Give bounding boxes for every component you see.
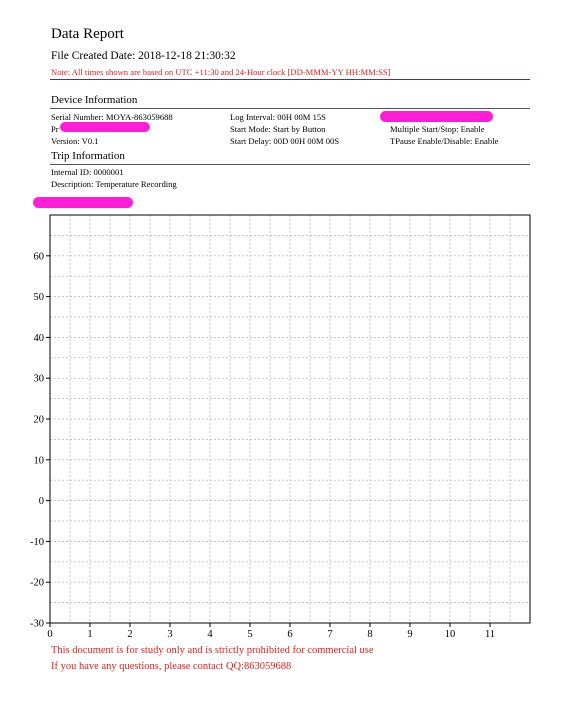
product-prefix: Pr xyxy=(51,124,59,134)
x-tick-label: 2 xyxy=(127,629,133,640)
log-interval: Log Interval: 00H 00M 15S xyxy=(230,112,326,122)
y-tick-label: 30 xyxy=(33,373,44,385)
y-tick-label: 20 xyxy=(33,414,44,426)
contact-info: If you have any questions, please contact QQ:863059688 xyxy=(51,661,292,672)
y-tick-label: 40 xyxy=(33,332,44,344)
x-tick-label: 9 xyxy=(407,629,413,640)
y-tick-label: 0 xyxy=(38,496,44,508)
tpause-setting: TPause Enable/Disable: Enable xyxy=(390,136,499,146)
usage-disclaimer: This document is for study only and is strictly prohibited for commercial use xyxy=(51,645,374,656)
firmware-version: Version: V0.1 xyxy=(51,136,99,146)
x-tick-label: 3 xyxy=(167,629,173,640)
x-tick-label: 11 xyxy=(484,629,496,640)
y-tick-label: 10 xyxy=(33,455,44,467)
x-tick-label: 10 xyxy=(444,629,456,640)
x-tick-label: 1 xyxy=(87,629,93,640)
x-tick-label: 0 xyxy=(47,629,53,640)
start-mode: Start Mode: Start by Button xyxy=(230,124,326,134)
x-tick-label: 8 xyxy=(367,629,373,640)
y-tick-label: 50 xyxy=(33,292,44,304)
device-info-heading: Device Information xyxy=(51,94,138,106)
x-tick-label: 6 xyxy=(287,629,293,640)
y-tick-label: -30 xyxy=(30,618,44,630)
x-tick-label: 7 xyxy=(327,629,333,640)
timezone-note: Note: All times shown are based on UTC +11:30 and 24-Hour clock [DD-MMM-YY HH:MM:SS] xyxy=(51,67,391,77)
y-tick-label: -20 xyxy=(30,577,44,589)
x-tick-label: 5 xyxy=(247,629,253,640)
multiple-start-stop: Multiple Start/Stop: Enable xyxy=(390,124,485,134)
report-title: Data Report xyxy=(51,26,124,42)
trip-description: Description: Temperature Recording xyxy=(51,179,177,189)
file-created-date: File Created Date: 2018-12-18 21:30:32 xyxy=(51,50,236,62)
serial-number: Serial Number: MOYA-863059688 xyxy=(51,112,173,122)
y-tick-label: 60 xyxy=(33,251,44,263)
internal-id: Internal ID: 0000001 xyxy=(51,167,124,177)
y-tick-label: -10 xyxy=(30,536,44,548)
x-tick-label: 4 xyxy=(207,629,213,640)
trip-info-heading: Trip Information xyxy=(51,150,125,162)
start-delay: Start Delay: 00D 00H 00M 00S xyxy=(230,136,340,146)
